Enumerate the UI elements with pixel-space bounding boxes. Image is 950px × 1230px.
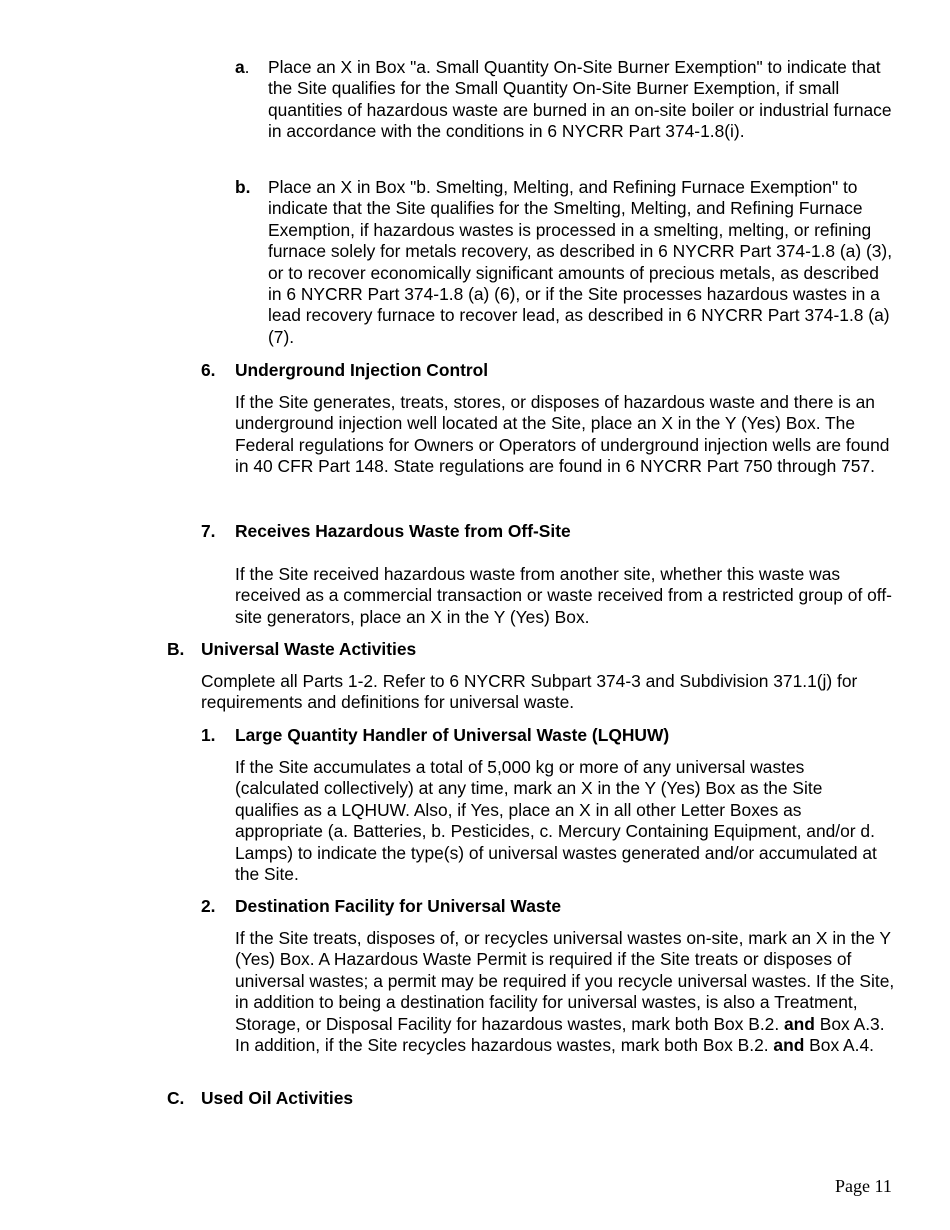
section-7-number: 7. [201,521,216,541]
section-6-title: Underground Injection Control [235,360,489,380]
item-a-text: Place an X in Box "a. Small Quantity On-Site Burner Exemption" to indicate that the Site qualifies for the Small Quantity On-Site Burner Exemption, if small quantities of hazardous waste are burned in an on-site boiler or industrial furnace in accordance with the conditions in 6 NYCRR Part 374-1.8(i). [268,57,892,142]
page-number: Page 11 [835,1176,892,1196]
section-b-title: Universal Waste Activities [201,639,417,659]
item-b-text: Place an X in Box "b. Smelting, Melting, and Refining Furnace Exemption" to indicate that the Site qualifies for the Smelting, Melting, and Refining Furnace Exemption, if hazardous wastes is processed in a smelting, melting, or refining furnace solely for metals recovery, as described in 6 NYCRR Part 374-1.8 (a) (3), or to recover economically significant amounts of precious metals, as described in 6 NYCRR Part 374-1.8 (a) (6), or if the Site processes hazardous wastes in a lead recovery furnace to recover lead, as described in 6 NYCRR Part 374-1.8 (a) (7). [268,177,893,347]
section-b2-title: Destination Facility for Universal Waste [235,896,561,916]
section-b2-body: If the Site treats, disposes of, or recycles universal wastes on-site, mark an X in the Y (Yes) Box. A Hazardous Waste Permit is required if the Site treats or disposes of universal wastes; a permit may be required if you recycle universal wastes. If the Site, in addition to being a destination facility for universal wastes, is also a Treatment, Storage, or Disposal Facility for hazardous wastes, mark both Box B.2. and Box A.3. In addition, if the Site recycles hazardous wastes, mark both Box B.2. and Box A.4. [235,928,895,1056]
section-b2-number: 2. [201,896,216,916]
section-c-title: Used Oil Activities [201,1088,354,1108]
section-b-letter: B. [167,639,185,659]
section-b1-number: 1. [201,725,216,745]
section-b1-body: If the Site accumulates a total of 5,000 kg or more of any universal wastes (calculated collectively) at any time, mark an X in the Y (Yes) Box as the Site qualifies as a LQHUW. Also, if Yes, place an X in all other Letter Boxes as appropriate (a. Batteries, b. Pesticides, c. Mercury Containing Equipment, and/or d. Lamps) to indicate the type(s) of universal wastes generated and/or accumulated at the Site. [235,757,877,885]
section-6-body: If the Site generates, treats, stores, or disposes of hazardous waste and there is an underground injection well located at the Site, place an X in the Y (Yes) Box. The Federal regulations for Owners or Operators of underground injection wells are found in 40 CFR Part 148. State regulations are found in 6 NYCRR Part 750 through 757. [235,392,890,477]
section-b-intro: Complete all Parts 1-2. Refer to 6 NYCRR Subpart 374-3 and Subdivision 371.1(j) for requirements and definitions for universal waste. [201,671,858,713]
section-7-title: Receives Hazardous Waste from Off-Site [235,521,571,541]
section-c-letter: C. [167,1088,185,1108]
item-b-marker: b. [235,177,251,197]
emphasis-and: and [784,1013,815,1034]
section-b1-title: Large Quantity Handler of Universal Waste (LQHUW) [235,725,670,745]
emphasis-and: and [773,1035,805,1056]
section-7-body: If the Site received hazardous waste from another site, whether this waste was received as a commercial transaction or waste received from a restricted group of off-site generators, place an X in the Y (Yes) Box. [235,564,892,627]
item-a-marker: a. [235,57,250,77]
section-6-number: 6. [201,360,216,380]
